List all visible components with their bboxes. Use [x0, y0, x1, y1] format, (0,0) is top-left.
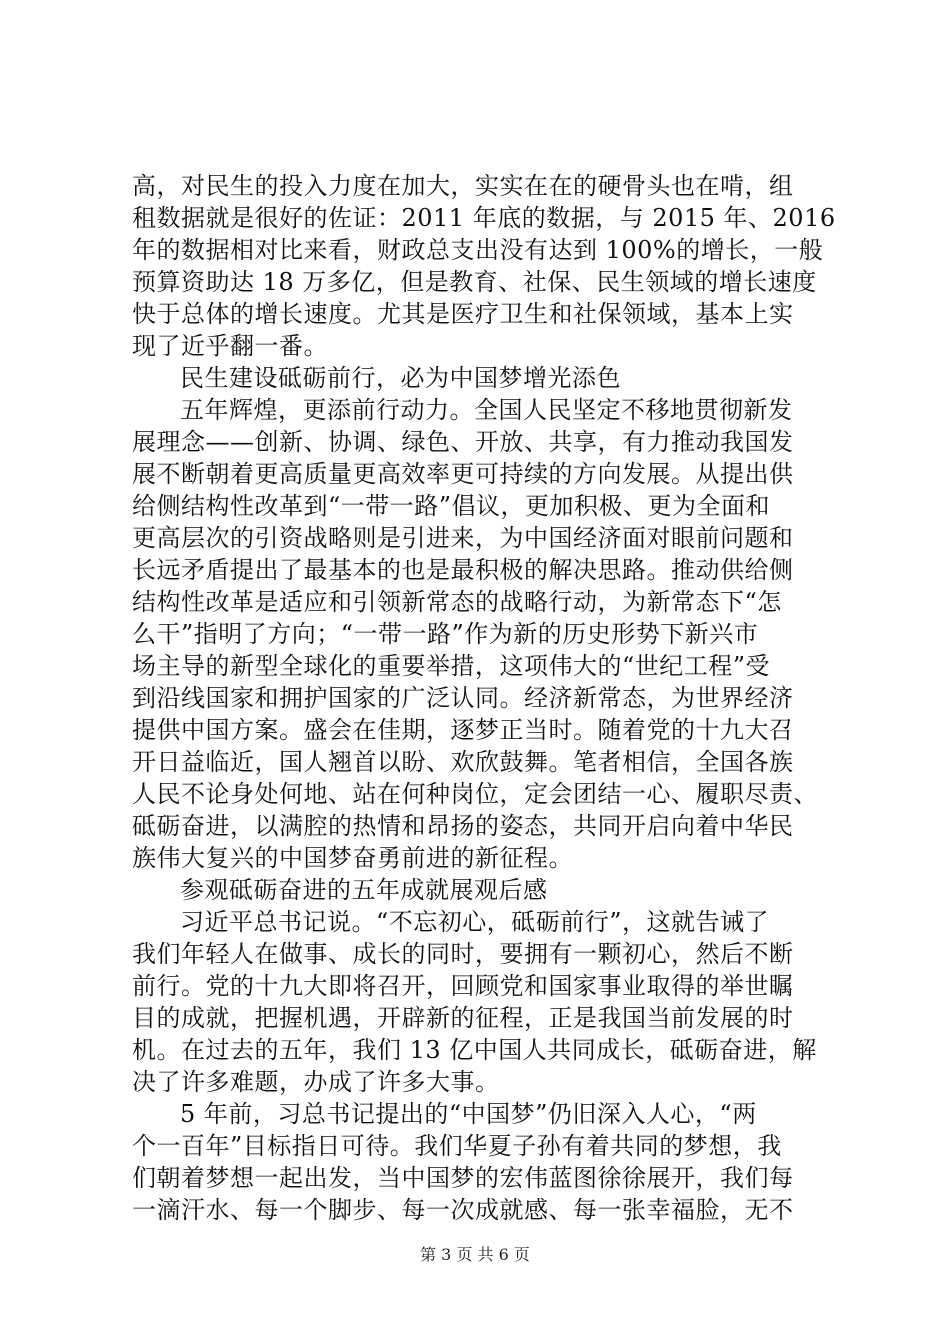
page-number-footer: 第 3 页 共 6 页: [420, 1245, 530, 1264]
text-line: 预算资助达 18 万多亿，但是教育、社保、民生领域的增长速度: [132, 268, 817, 296]
text-line: 现了近乎翻一番。: [132, 332, 328, 360]
text-line: 到沿线国家和拥护国家的广泛认同。经济新常态，为世界经济: [132, 684, 794, 712]
text-line: 5 年前，习总书记提出的“中国梦”仍旧深入人心，“两: [180, 1100, 757, 1128]
text-line: 展理念——创新、协调、绿色、开放、共享，有力推动我国发: [132, 428, 794, 456]
text-line: 年的数据相对比来看，财政总支出没有达到 100%的增长，一般: [132, 236, 824, 264]
text-line: 开日益临近，国人翘首以盼、欢欣鼓舞。笔者相信，全国各族: [132, 748, 794, 776]
text-line: 更高层次的引资战略则是引进来，为中国经济面对眼前问题和: [132, 524, 794, 552]
text-line: 习近平总书记说。“不忘初心，砥砺前行”，这就告诫了: [180, 908, 770, 936]
text-line: 们朝着梦想一起出发，当中国梦的宏伟蓝图徐徐展开，我们每: [132, 1164, 794, 1192]
text-line: 结构性改革是适应和引领新常态的战略行动，为新常态下“怎: [132, 588, 782, 616]
text-line: 前行。党的十九大即将召开，回顾党和国家事业取得的举世瞩: [132, 972, 794, 1000]
text-line: 给侧结构性改革到“一带一路”倡议，更加积极、更为全面和: [132, 492, 771, 520]
text-line: 砥砺奋进，以满腔的热情和昂扬的姿态，共同开启向着中华民: [132, 812, 794, 840]
section-heading: 民生建设砥砺前行，必为中国梦增光添色: [180, 364, 621, 392]
text-line: 个一百年”目标指日可待。我们华夏子孙有着共同的梦想，我: [132, 1132, 782, 1160]
text-line: 一滴汗水、每一个脚步、每一次成就感、每一张幸福脸，无不: [132, 1196, 794, 1224]
text-line: 么干”指明了方向；“一带一路”作为新的历史形势下新兴市: [132, 620, 759, 648]
text-line: 决了许多难题，办成了许多大事。: [132, 1068, 500, 1096]
text-line: 目的成就，把握机遇，开辟新的征程，正是我国当前发展的时: [132, 1004, 794, 1032]
text-line: 展不断朝着更高质量更高效率更可持续的方向发展。从提出供: [132, 460, 794, 488]
text-line: 租数据就是很好的佐证：2011 年底的数据，与 2015 年、2016: [132, 204, 836, 232]
text-line: 快于总体的增长速度。尤其是医疗卫生和社保领域，基本上实: [132, 300, 794, 328]
text-line: 机。在过去的五年，我们 13 亿中国人共同成长，砥砺奋进，解: [132, 1036, 817, 1064]
text-line: 族伟大复兴的中国梦奋勇前进的新征程。: [132, 844, 573, 872]
text-line: 长远矛盾提出了最基本的也是最积极的解决思路。推动供给侧: [132, 556, 794, 584]
text-line: 提供中国方案。盛会在佳期，逐梦正当时。随着党的十九大召: [132, 716, 794, 744]
text-line: 场主导的新型全球化的重要举措，这项伟大的“世纪工程”受: [132, 652, 771, 680]
text-line: 我们年轻人在做事、成长的同时，要拥有一颗初心，然后不断: [132, 940, 794, 968]
text-line: 高，对民生的投入力度在加大，实实在在的硬骨头也在啃，组: [132, 172, 794, 200]
document-body: [132, 170, 836, 1226]
text-line: 人民不论身处何地、站在何种岗位，定会团结一心、履职尽责、: [132, 780, 818, 808]
text-line: 五年辉煌，更添前行动力。全国人民坚定不移地贯彻新发: [180, 396, 793, 424]
section-heading: 参观砥砺奋进的五年成就展观后感: [180, 876, 548, 904]
